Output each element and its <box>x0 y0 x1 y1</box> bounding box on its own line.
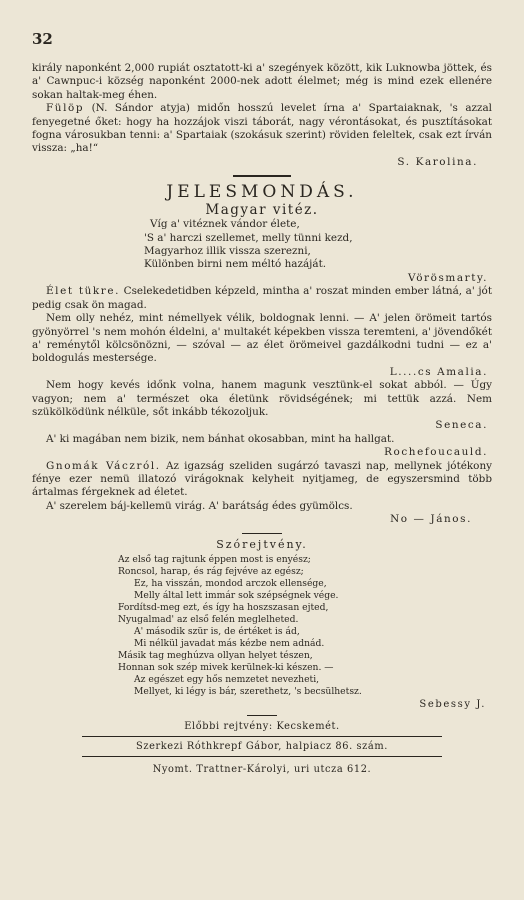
riddle <box>32 554 492 698</box>
poem-title: Magyar vitéz. <box>205 202 319 219</box>
riddle-signature: Sebessy J. <box>419 698 486 710</box>
maxim: A' szerelem báj-kellemü virág. A' barátság édes gyümölcs. <box>46 499 353 512</box>
riddle-line: Fordítsd-meg ezt, és így ha hoszszasan ejted, <box>118 601 329 613</box>
poem-line: Magyarhoz illik vissza szerezni, <box>144 245 311 258</box>
poem-line: Különben birni nem méltó hazáját. <box>144 258 327 271</box>
footer-rule <box>82 736 442 737</box>
poem-line: 'S a' harczi szellemet, melly tünni kezd, <box>144 231 353 244</box>
riddle-line: Melly által lett immár sok szépségnek vége. <box>134 589 339 601</box>
maxim: Nem hogy kevés időnk volna, hanem magunk vesztünk-el sokat abból. — Úgy vagyon; nem a' természet oka életünk rövidségének; mi tettük azzá. Nem szükölködünk nélküle, sőt inkább tékozoljuk. <box>32 379 492 418</box>
riddle-line: Nyugalmad' az első felén meglelheted. <box>118 613 299 625</box>
maxim-text: Cselekedetidben képzeld, mintha a' roszat minden ember látná, a' jót pedig csak ön magad. <box>32 285 492 311</box>
intro-paragraph: király naponként 2,000 rupiát osztatott-ki a' szegények között, kik Luknowba jöttek, és a' Cawnpuc-i község naponként 2000-nek adott élelmet; még is mind ezek ellenére sokan haltak-meg éhen. <box>32 62 492 101</box>
maxim-signature: L....cs Amalia. <box>389 365 488 378</box>
printer-line: Nyomt. Trattner-Károlyi, uri utcza 612. <box>152 764 372 775</box>
riddle-title: Szórejtvény. <box>216 537 308 551</box>
poem-author: Vörösmarty. <box>408 271 488 284</box>
maxim: A' ki magában nem bizik, nem bánhat okosabban, mint ha hallgat. <box>46 432 395 445</box>
riddle-line: Mellyet, ki légy is bár, szerethetz, 's becsülhetsz. <box>134 685 362 697</box>
maxim: Nem olly nehéz, mint némellyek vélik, boldognak lenni. — A' jelen örömeit tartós gyönyörrel 's nem mohón éldelni, a' multakét képekben vissza teremteni, a' jövendőkét a' reménytől kölcsönözni, — szóval — az élet örömeivel gazdálkodni tudni — ez a' boldogulás mestersége. <box>32 312 492 365</box>
riddle-line: Honnan sok szép mivek kerülnek-ki készen. — <box>118 661 334 673</box>
maxim <box>32 285 492 312</box>
maxim-signature: No — János. <box>390 513 472 526</box>
maxim-signature: Rochefoucauld. <box>384 446 488 459</box>
riddle-line: Másik tag meghúzva ollyan helyet tészen, <box>118 649 313 661</box>
page-number: 32 <box>32 30 53 48</box>
letter-signature: S. Karolina. <box>397 155 478 168</box>
poem-line: Víg a' vitéznek vándor élete, <box>150 218 300 231</box>
maxim-lead: Gnomák Váczról. <box>46 459 161 472</box>
letter-lead: Fülöp <box>46 102 85 115</box>
riddle-rule <box>242 533 282 534</box>
riddle-line: Roncsol, harap, és rág fejvéve az egész; <box>118 565 304 577</box>
footer-rule <box>82 756 442 757</box>
maxim-text: Az igazság szeliden sugárzó tavaszi nap, mellynek jótékony fénye ezer nemü illatozó virágoknak kelyheit nyitjameg, de egyszersmind több ártalmas férgeknek ad életet. <box>32 459 493 499</box>
poem <box>32 218 492 272</box>
previous-answer: Előbbi rejtvény: Kecskemét. <box>184 721 340 732</box>
maxim-lead: Élet tükre. <box>46 285 121 298</box>
maxim-signature: Seneca. <box>435 419 488 432</box>
letter-paragraph <box>32 102 492 156</box>
riddle-line: A' második szür is, de értéket is ád, <box>134 625 300 637</box>
footer-rule <box>247 715 277 716</box>
maxim <box>32 460 492 500</box>
riddle-line: Az első tag rajtunk éppen most is enyész; <box>118 553 311 565</box>
riddle-line: Ez, ha visszán, mondod arczok ellensége, <box>134 577 327 589</box>
riddle-line: Mi nélkül javadat más kézbe nem adnád. <box>134 637 325 649</box>
section-rule <box>233 175 291 177</box>
section-title: JELESMONDÁS. <box>166 182 358 203</box>
letter-text: (N. Sándor atyja) midőn hosszú levelet írna a' Spartaiaknak, 's azzal fenyegetné őket: hogy ha hozzájok viszi táborát, nagy vérontásokat, és pusztításokat fogna városukban tenni: a' Spartaiak (szokásuk szerint) röviden feleltek, csak ezt írván vissza: „ha!“ <box>32 102 492 155</box>
editor-line: Szerkezi Róthkrepf Gábor, halpiacz 86. szám. <box>136 741 388 752</box>
riddle-line: Az egészet egy hős nemzetet nevezheti, <box>134 673 320 685</box>
